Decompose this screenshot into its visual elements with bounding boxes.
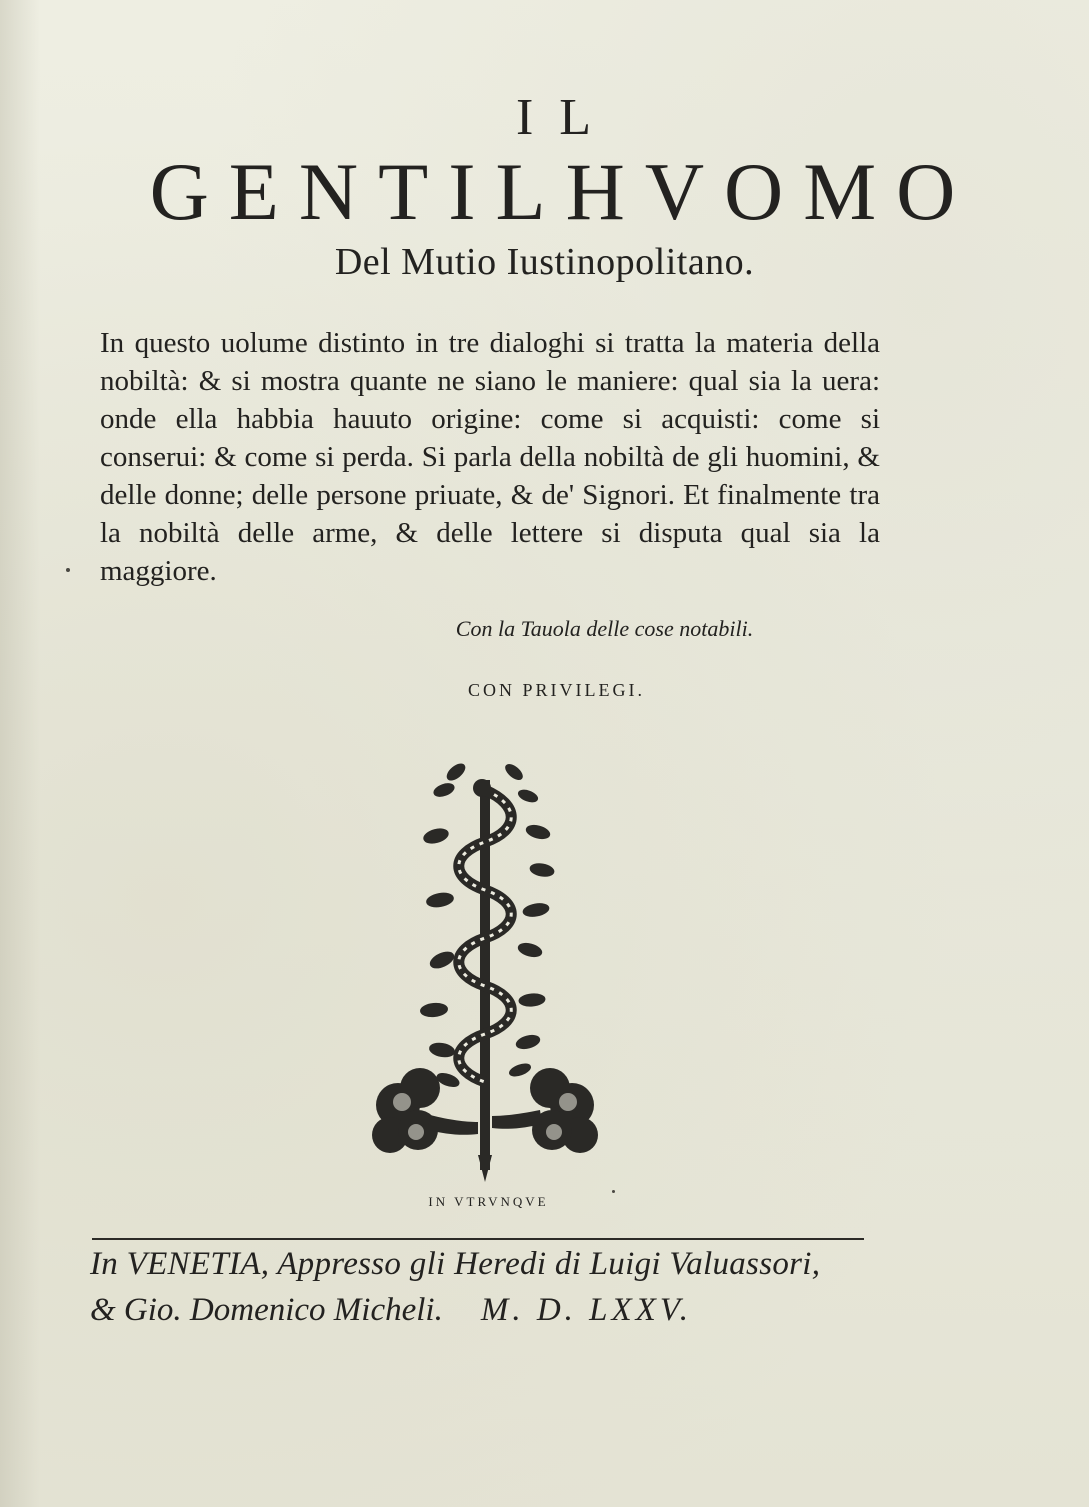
description-paragraph: In questo uolume distinto in tre dialoghi si tratta la materia della nobiltà: & si mostra quante ne siano le maniere: qual sia la uera: onde ella habbia hauuto origine: come si acquisti: come si conserui: & come si perda. Si parla della nobiltà de gli huomini, & delle donne; delle persone priuate, & de' Signori. Et finalmente tra la nobiltà delle arme, & delle lettere si disputa qual sia la maggiore. (100, 327, 880, 587)
imprint-date: M. D. LXXV. (480, 1292, 692, 1328)
device-motto: IN VTRVNQVE (428, 1194, 549, 1209)
table-note: Con la Tauola delle cose notabili. (455, 616, 754, 641)
subtitle: Del Mutio Iustinopolitano. (334, 241, 755, 283)
imprint-line-1: In VENETIA, Appresso gli Heredi di Luigi Valuassori, (90, 1246, 821, 1282)
printers-device-icon (370, 750, 600, 1190)
imprint-rule (92, 1238, 864, 1240)
privilege-note: CON PRIVILEGI. (468, 680, 645, 700)
imprint-publisher: & Gio. Domenico Micheli. (90, 1292, 443, 1328)
ink-speck (66, 568, 70, 572)
title-line-2: GENTILHVOMO (149, 146, 976, 237)
title-line-1: IL (515, 89, 618, 146)
imprint-line-2 (90, 1292, 890, 1329)
ink-speck (612, 1190, 615, 1193)
